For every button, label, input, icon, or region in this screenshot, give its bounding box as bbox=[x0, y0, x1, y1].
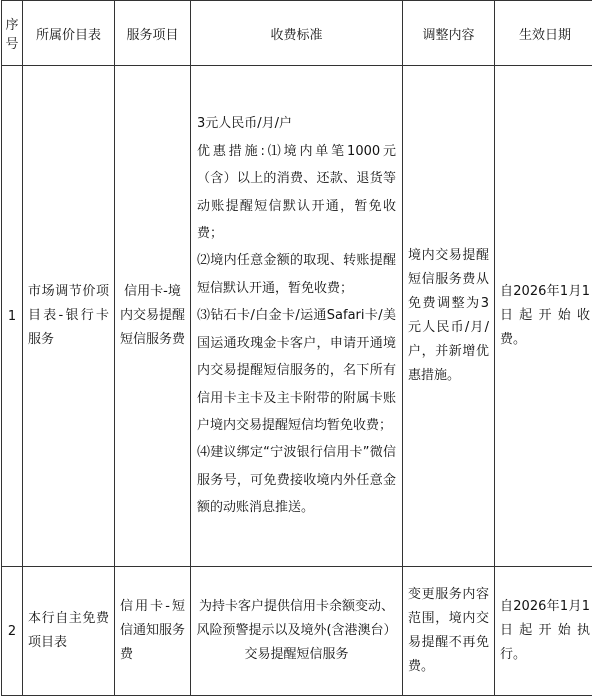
fee-adjustment-table bbox=[1, 0, 592, 696]
row-catalog: 市场调节价项目表-银行卡服务 bbox=[23, 66, 115, 567]
row-fee-standard bbox=[191, 66, 403, 567]
row-effective: 自2026年1月1日起开始执行。 bbox=[495, 567, 592, 696]
row-fee-standard: 为持卡客户提供信用卡余额变动、风险预警提示以及境外(含港澳台）交易提醒短信服务 bbox=[191, 567, 403, 696]
fee-base-rate: 3元人民币/月/户 bbox=[197, 110, 396, 137]
header-change: 调整内容 bbox=[403, 1, 495, 66]
row-seq: 2 bbox=[2, 567, 23, 696]
table-row bbox=[2, 567, 592, 696]
header-standard: 收费标准 bbox=[191, 1, 403, 66]
row-service: 信用卡-短信通知服务费 bbox=[115, 567, 191, 696]
row-change: 境内交易提醒短信服务费从免费调整为3元人民币/月/户，并新增优惠措施。 bbox=[403, 66, 495, 567]
table-row bbox=[2, 66, 592, 567]
header-row bbox=[2, 1, 592, 66]
row-change: 变更服务内容范围，境内交易提醒不再免费。 bbox=[403, 567, 495, 696]
row-seq: 1 bbox=[2, 66, 23, 567]
header-service: 服务项目 bbox=[115, 1, 191, 66]
fee-discount-4: ⑷建议绑定“宁波银行信用卡”微信服务号，可免费接收境内外任意金额的动账消息推送。 bbox=[197, 439, 396, 521]
header-catalog: 所属价目表 bbox=[23, 1, 115, 66]
row-service: 信用卡-境内交易提醒短信服务费 bbox=[115, 66, 191, 567]
fee-discount-3: ⑶钻石卡/白金卡/运通Safari卡/美国运通玫瑰金卡客户，申请开通境内交易提醒短信服务的，名下所有信用卡主卡及主卡附带的附属卡账户境内交易提醒短信均暂免收费； bbox=[197, 302, 396, 439]
fee-discount-1: 优惠措施:⑴境内单笔1000元（含）以上的消费、还款、退货等动账提醒短信默认开通，暂免收费； bbox=[197, 138, 396, 248]
header-seq: 序号 bbox=[2, 1, 23, 66]
header-effective: 生效日期 bbox=[495, 1, 592, 66]
row-catalog: 本行自主免费项目表 bbox=[23, 567, 115, 696]
fee-discount-2: ⑵境内任意金额的取现、转账提醒短信默认开通，暂免收费； bbox=[197, 247, 396, 302]
row-effective: 自2026年1月1日起开始收费。 bbox=[495, 66, 592, 567]
